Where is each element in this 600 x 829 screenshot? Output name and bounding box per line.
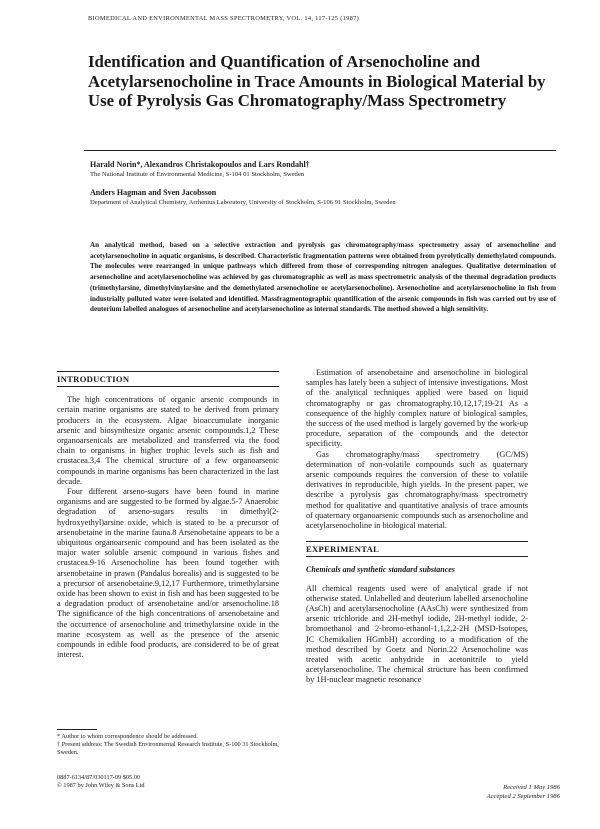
footnote-rule <box>57 729 97 730</box>
body-paragraph: Gas chromatography/mass spectrometry (GC/MS) determination of non-volatile compounds such as quaternary arsenic compounds requires the conversion of these to volatile derivatives in reproducible, high yields. In the present paper, we describe a pyrolysis gas chromatography/mass spectrometry method for qualitative and quantitative analysis of trace amounts of quaternary organoarsenic compounds such as arsenocholine and acetylarsenocholine in biological material. <box>306 449 528 531</box>
running-head: BIOMEDICAL AND ENVIRONMENTAL MASS SPECTROMETRY, VOL. 14, 117-125 (1987) <box>88 15 360 22</box>
footnotes <box>57 733 279 757</box>
author-block <box>90 160 560 180</box>
received-date: Received 1 May 1986 <box>503 784 560 791</box>
received-dates <box>440 784 560 801</box>
author-affiliation: The National Institute of Environmental Medicine, S-104 01 Stockholm, Sweden <box>90 171 305 178</box>
body-paragraph: Estimation of arsenobetaine and arsenocholine in biological samples has lately been a subject of intensive investigations. Most of the analytical techniques applied were based on liquid chromatography or gas chromatography.10,12,17,19-21 As a consequence of the highly complex nature of biological samples, the success of the used method is largely governed by the work-up procedure, separation of the compounds and the detector specificity. <box>306 368 528 449</box>
article-title: Identification and Quantification of Arsenocholine and Acetylarsenocholine in Trace Amounts in Biological Material by Use of Pyrolysis Gas Chromatography/Mass Spectrometry <box>88 52 546 110</box>
left-column <box>57 368 279 660</box>
experimental-paragraph: All chemical reagents used were of analytical grade if not otherwise stated. Unlabelled and deuterium labelled arsenocholine (AsCh) and acetylarsenocholine (AAsCh) were synthesized from arsenic trichloride and 2H-methyl iodide, 2H-methyl iodide, 2-bromoethanol and 2-bromo-ethanol-1,1,2,2-2H (MSD-Isotopes, IC Chemikalien HGmbH) according to a modification of the method described by Goetz and Norin.22 Arsenocholine was treated with acetic anhydride in acetonitrile to yield acetylarsenocholine. The chemical structure has been confirmed by 1H-nuclear magnetic resonance <box>306 583 528 685</box>
right-column <box>306 368 528 686</box>
intro-paragraph: Four different arseno-sugars have been found in marine organisms and are suggested to be formed by algae.5-7 Anaerobic degradation of arseno-sugars results in dimethyl(2-hydroxyethyl)arsine oxide, which is stated to be a precursor of arsenobetaine in the marine fauna.8 Arsenobetaine appears to be a ubiquitous organoarsenic compound and has been isolated as the major water soluble arsenic compound in various fishes and crustacea.9-16 Arsenocholine has been found together with arsenobetaine in prawn (Pandalus borealis) and is suggested to be a precursor of arsenobetaine.9,12,17 Furthermore, trimethylarsine oxide has been shown to exist in fish and has been suggested to be a degradation product of arsenobetaine and/or arsenocholine.18 The significance of the high concentrations of arsenobetaine and the occurrence of arsenocholine and trimethylarsine oxide in the marine ecosystem as well as the presence of the arsenic compounds in edible food products, are considered to be of great interest. <box>57 487 279 660</box>
author-names: Anders Hagman and Sven Jacobsson <box>90 188 217 197</box>
copyright-line: © 1987 by John Wiley & Sons Ltd <box>57 782 145 789</box>
subsection-heading: Chemicals and synthetic standard substances <box>306 565 455 575</box>
section-heading-introduction: INTRODUCTION <box>57 371 279 387</box>
title-rule <box>84 150 556 151</box>
author-list <box>90 160 560 208</box>
abstract: An analytical method, based on a selective extraction and pyrolysis gas chromatography/mass spectrometry assay of arsenocholine and acetylarsenocholine in aquatic organisms, is described. Characteristic fragmentation patterns were obtained from pyrolytically demethylated compounds. The molecules were rearranged in unique pathways which differed from those of corresponding nitrogen analogues. Qualitative determination of arsenocholine and acetylarsenocholine was achieved by gas chromatographic as well as mass spectrometric analysis of the thermal degradation products (trimethylarsine, dimethylvinylarsine and the demethylated arsenocholine or acetylarsenocholine). Arsenocholine and acetylarsenocholine in fish from industrially polluted water were isolated and identified. Massfragmentographic quantification of the arsenic compounds in fish was carried out by use of deuterium labelled analogues of arsenocholine and acetylarsenocholine as internal standards. The method showed a high sensitivity. <box>90 241 556 314</box>
section-heading-experimental: EXPERIMENTAL <box>306 541 528 557</box>
footnote: † Present address: The Swedish Environmental Research Institute, S-100 31 Stockholm, Sweden. <box>57 741 279 756</box>
issn-line: 0887-6134/87/030117-09 $05.00 <box>57 774 141 781</box>
footnote: * Author to whom correspondence should be addressed. <box>57 733 198 740</box>
author-names: Harald Norin*, Alexandros Christakopoulos and Lars Rondahl† <box>90 160 310 169</box>
accepted-date: Accepted 2 September 1986 <box>486 792 560 800</box>
author-affiliation: Department of Analytical Chemistry, Arrhenius Laboratory, University of Stockholm, S-106 91 Stockholm, Sweden <box>90 199 396 206</box>
author-block <box>90 188 560 208</box>
intro-paragraph: The high concentrations of organic arsenic compounds in certain marine organisms are stated to be derived from primary producers in the ecosystem. Algae bioaccumulate inorganic arsenic and biosynthesize organic arsenic compounds.1,2 These organoarsenicals are metabolized and transferred via the food chain to organisms in higher trophic levels such as fish and crustacea.3,4 The chemical structure of a few organoarsenic compounds in marine organisms has been characterized in the last decade. <box>57 395 279 486</box>
publication-info <box>57 774 279 790</box>
